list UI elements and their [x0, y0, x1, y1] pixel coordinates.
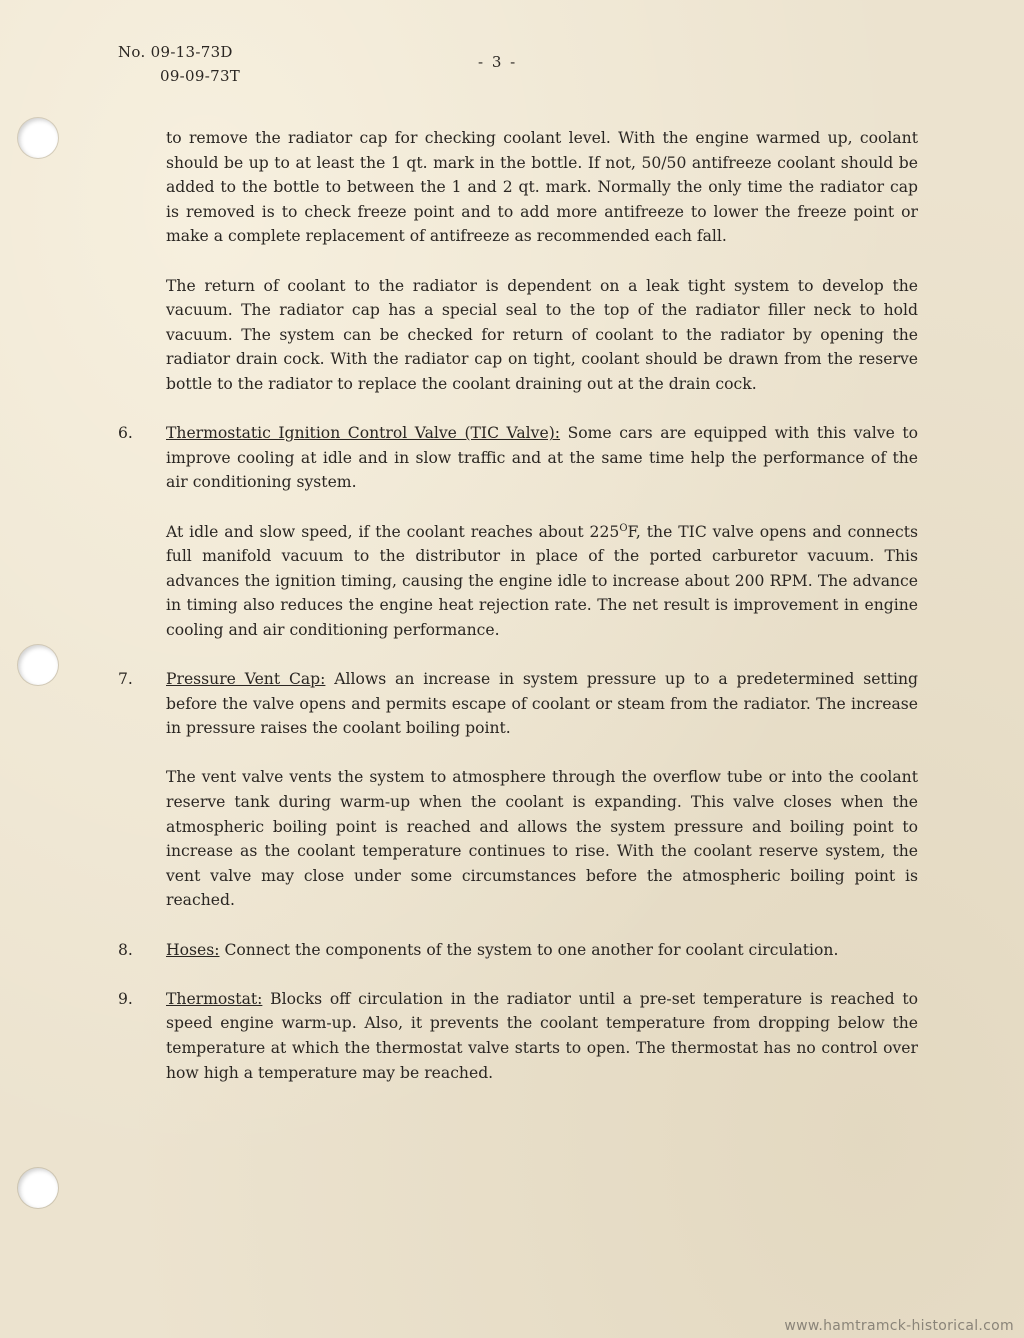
item-title: Hoses:	[166, 940, 220, 959]
list-item-hoses	[118, 938, 918, 963]
item-body	[166, 987, 918, 1085]
document-number-line1: No. 09-13-73D	[118, 43, 233, 61]
item-body	[166, 667, 918, 741]
item-text: Some cars are equipped with this valve to improve cooling at idle and in slow traffic and at the same time help the performance of the air conditioning system.	[166, 424, 918, 492]
list-item-pressure-vent-cap	[118, 667, 918, 741]
item-number: 9.	[118, 989, 133, 1008]
paragraph-vent-valve: The vent valve vents the system to atmosphere through the overflow tube or into the coolant reserve tank during warm-up when the coolant is expanding. This valve closes when the atmospheric boiling point is reached and allows the system pressure and boiling point to increase as the coolant temperature continues to rise. With the coolant reserve system, the vent valve may close under some circumstances before the atmospheric boiling point is reached.	[166, 768, 918, 910]
item-title: Thermostat:	[166, 989, 263, 1008]
paragraph-coolant-return: The return of coolant to the radiator is dependent on a leak tight system to develop the vacuum. The radiator cap has a special seal to the top of the radiator filler neck to hold vacuum. The system can be checked for return of coolant to the radiator by opening the radiator drain cock. With the radiator cap on tight, coolant should be drawn from the reserve bottle to the radiator to replace the coolant draining out at the drain cock.	[166, 276, 918, 393]
document-number-line2: 09-09-73T	[160, 67, 241, 85]
item-body	[166, 421, 918, 495]
item-text: Allows an increase in system pressure up to a predetermined setting before the valve opens and permits escape of coolant or steam from the radiator. The increase in pressure raises the coolant boiling point.	[166, 670, 918, 738]
watermark: www.hamtramck-historical.com	[784, 1318, 1014, 1334]
punch-hole-middle	[18, 645, 58, 685]
list-item-thermostat	[118, 987, 918, 1085]
tic-details-start: At idle and slow speed, if the coolant reaches about 225	[166, 522, 620, 541]
item-title: Pressure Vent Cap:	[166, 670, 326, 689]
degree-symbol: O	[619, 522, 628, 534]
tic-details-end: F, the TIC valve opens and connects full manifold vacuum to the distributor in place of the ported carburetor vacuum. This advances the ignition timing, causing the engine idle to increase about 200 RPM. The advance in timing also reduces the engine heat rejection rate. The net result is improvement in engine cooling and air conditioning performance.	[166, 522, 919, 639]
item-title: Thermostatic Ignition Control Valve (TIC Valve):	[166, 424, 561, 443]
item-number: 6.	[118, 424, 133, 443]
item-number: 8.	[118, 940, 133, 959]
document-body	[118, 126, 918, 1110]
page-number: - 3 -	[478, 53, 518, 71]
item-text: Connect the components of the system to one another for coolant circulation.	[219, 940, 839, 959]
punch-hole-top	[18, 118, 58, 158]
paragraph-tic-details	[166, 520, 918, 643]
paragraph-coolant-level: to remove the radiator cap for checking coolant level. With the engine warmed up, coolant should be up to at least the 1 qt. mark in the bottle. If not, 50/50 antifreeze coolant should be added to the bottle to between the 1 and 2 qt. mark. Normally the only time the radiator cap is removed is to check freeze point and to add more antifreeze to lower the freeze point or make a complete replacement of antifreeze as recommended each fall.	[166, 129, 918, 246]
item-text: Blocks off circulation in the radiator until a pre-set temperature is reached to speed engine warm-up. Also, it prevents the coolant temperature from dropping below the temperature at which the thermostat valve starts to open. The thermostat has no control over how high a temperature may be reached.	[166, 989, 918, 1082]
item-number: 7.	[118, 670, 133, 689]
item-body	[166, 938, 918, 963]
list-item-tic-valve	[118, 421, 918, 495]
document-number	[118, 40, 240, 88]
punch-hole-bottom	[18, 1168, 58, 1208]
